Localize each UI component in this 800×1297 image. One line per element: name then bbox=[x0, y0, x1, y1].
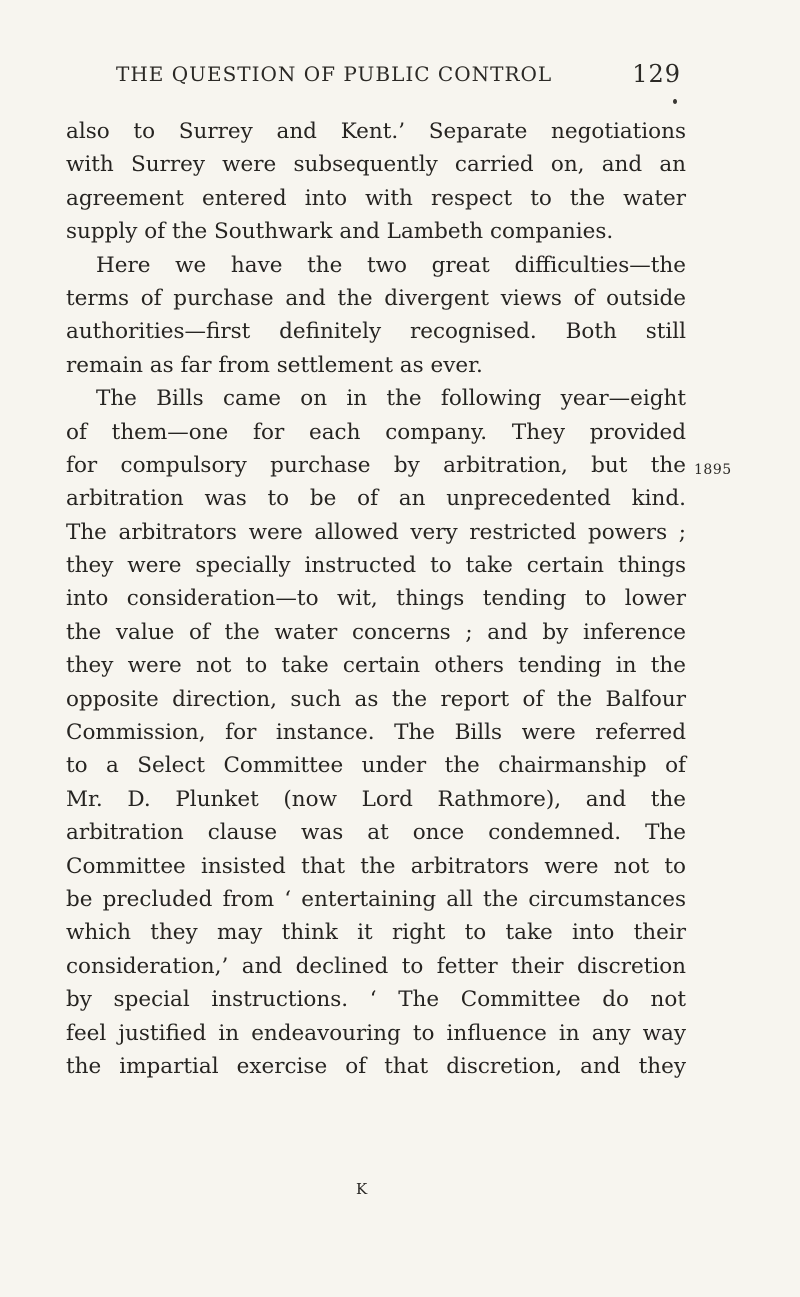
text-line: supply of the Southwark and Lambeth companies. bbox=[66, 219, 614, 245]
text-line: terms of purchase and the divergent views of outside bbox=[66, 285, 686, 311]
text-line: remain as far from settlement as ever. bbox=[66, 352, 483, 378]
text-line: into consideration—to wit, things tending to lower bbox=[66, 586, 686, 612]
text-line: by special instructions. ‘ The Committee do not bbox=[66, 987, 686, 1013]
signature-mark: K bbox=[356, 1180, 369, 1198]
running-title: THE QUESTION OF PUBLIC CONTROL bbox=[116, 62, 553, 86]
text-line: Here we have the two great difficulties—the bbox=[96, 252, 686, 278]
text-line: to a Select Committee under the chairmanship of bbox=[66, 753, 686, 779]
text-line: the impartial exercise of that discretion, and they bbox=[66, 1053, 686, 1079]
text-line: Commission, for instance. The Bills were referred bbox=[66, 720, 686, 746]
text-line: The Bills came on in the following year—eight bbox=[96, 386, 686, 412]
text-line: The arbitrators were allowed very restricted powers ; bbox=[66, 519, 686, 545]
margin-year-note: 1895 bbox=[694, 462, 732, 478]
text-line: feel justified in endeavouring to influence in any way bbox=[66, 1020, 686, 1046]
text-line: also to Surrey and Kent.’ Separate negotiations bbox=[66, 119, 686, 144]
body-text bbox=[66, 115, 686, 1083]
text-line: for compulsory purchase by arbitration, but the bbox=[66, 452, 686, 478]
ink-speck bbox=[673, 99, 677, 104]
text-line: arbitration clause was at once condemned. The bbox=[66, 820, 686, 846]
text-line: opposite direction, such as the report of the Balfour bbox=[66, 686, 686, 712]
text-line: be precluded from ‘ entertaining all the circumstances bbox=[66, 886, 686, 912]
text-line: agreement entered into with respect to the water bbox=[66, 185, 686, 211]
text-line: the value of the water concerns ; and by inference bbox=[66, 619, 686, 645]
text-line: of them—one for each company. They provided bbox=[66, 419, 686, 445]
page-number: 129 bbox=[632, 60, 681, 88]
text-line: Mr. D. Plunket (now Lord Rathmore), and the bbox=[66, 786, 686, 812]
text-line: Committee insisted that the arbitrators were not to bbox=[66, 853, 686, 879]
text-line: with Surrey were subsequently carried on, and an bbox=[66, 152, 686, 178]
text-line: arbitration was to be of an unprecedented kind. bbox=[66, 486, 686, 512]
text-line: they were not to take certain others tending in the bbox=[66, 653, 686, 679]
text-line: authorities—first definitely recognised. Both still bbox=[66, 319, 686, 345]
text-line: they were specially instructed to take certain things bbox=[66, 553, 686, 579]
text-line: which they may think it right to take into their bbox=[66, 920, 686, 946]
text-line: consideration,’ and declined to fetter their discretion bbox=[66, 953, 686, 979]
